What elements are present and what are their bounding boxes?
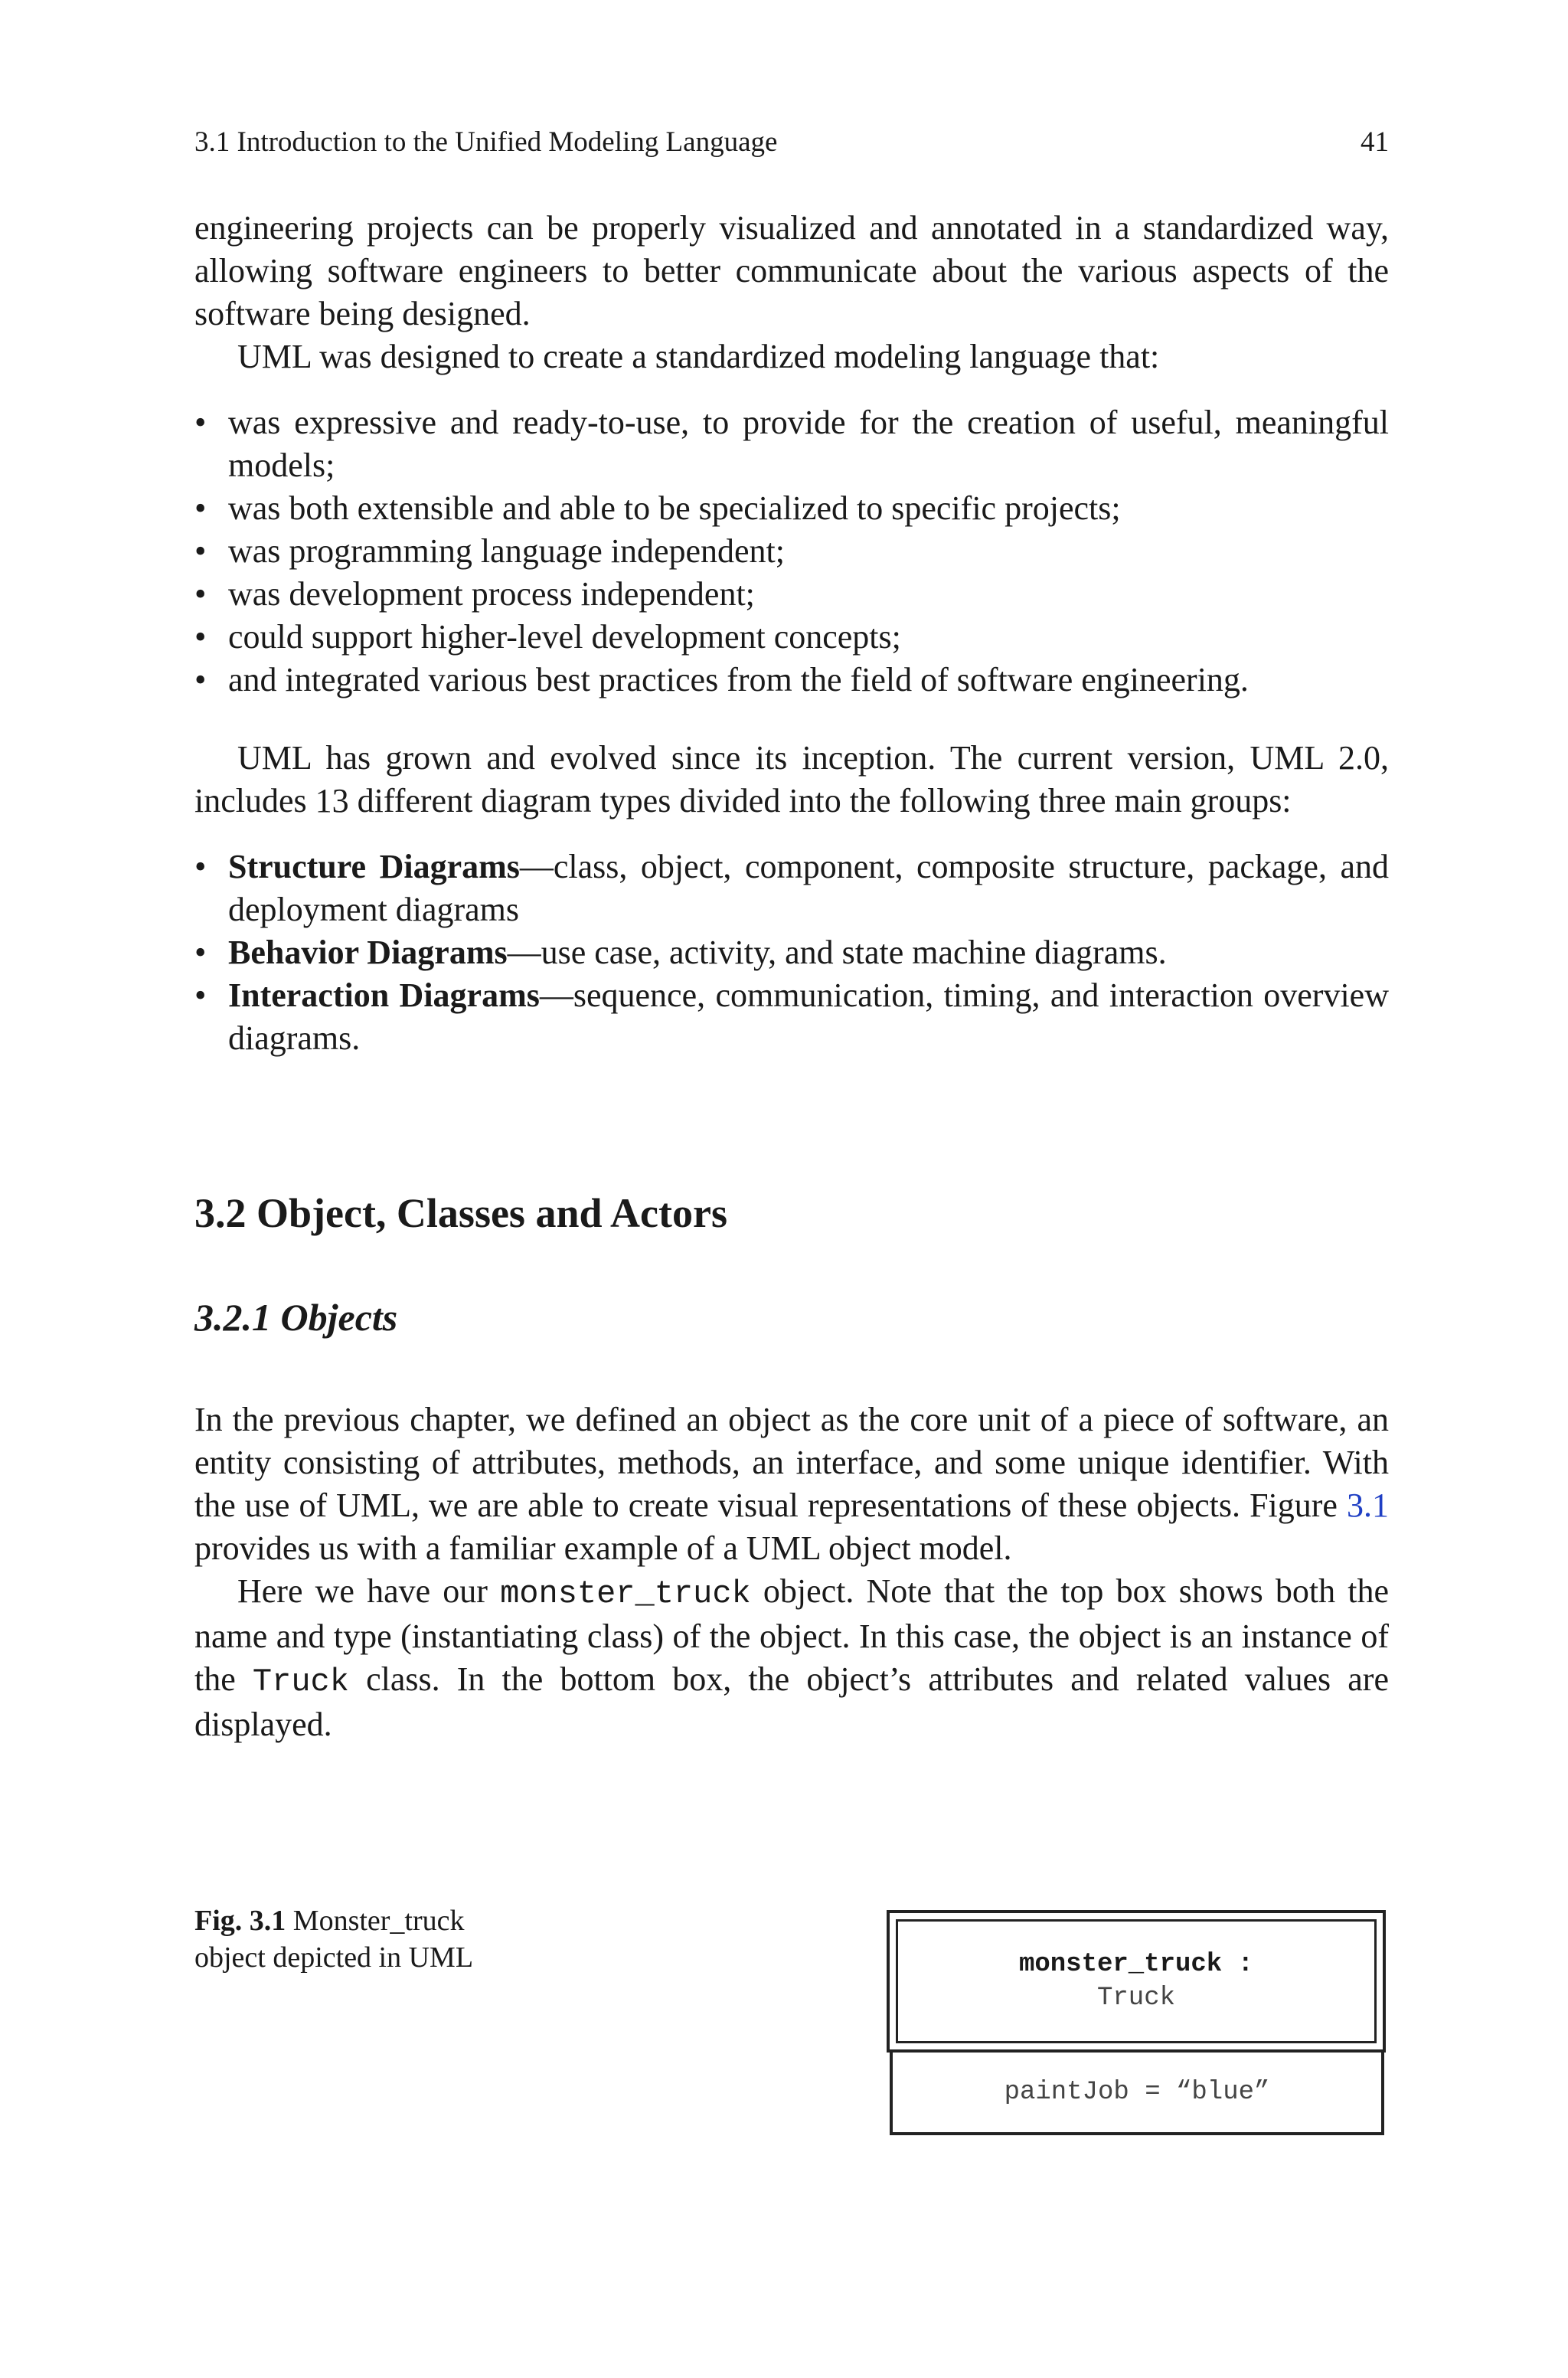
list-item [194, 974, 1389, 1060]
section-heading: 3.2 Object, Classes and Actors [194, 1190, 727, 1236]
objects-paragraph-2: Here we have our monster_truck object. Note that the top box shows both the name and type (instantiating class) of the object. In this case, the object is an instance of the Truck class. In the bottom box, the object’s attributes and related values are displayed. [194, 1572, 1389, 1743]
uml-object-header-box [887, 1910, 1386, 2053]
group-name: Behavior Diagrams [228, 934, 508, 971]
bullet-icon: • [194, 976, 207, 1014]
bullet-icon: • [194, 848, 207, 885]
subsection-heading: 3.2.1 Objects [194, 1296, 398, 1339]
diagram-groups-list [194, 846, 1389, 1060]
group-name: Structure Diagrams [228, 848, 520, 885]
intro-paragraph-1: engineering projects can be properly visualized and annotated in a standardized way, allowing software engineers to better communicate about the various aspects of the software being designed. [194, 209, 1389, 332]
bullet-icon: • [194, 661, 207, 698]
uml-attribute: paintJob = “blue” [1004, 2078, 1270, 2107]
code-monster-truck: monster_truck [500, 1575, 751, 1612]
bullet-icon: • [194, 532, 207, 570]
group-desc: —sequence, communication, timing, and interaction overview diagrams. [228, 976, 1389, 1057]
bullet-icon: • [194, 489, 207, 527]
list-item: • was expressive and ready-to-use, to provide for the creation of useful, meaningful models; [194, 401, 1389, 487]
code-truck: Truck [252, 1663, 349, 1700]
uml-object-name: monster_truck : [1018, 1950, 1254, 1979]
intro-paragraph-2: UML was designed to create a standardized modeling language that: [237, 338, 1160, 375]
list-item: • and integrated various best practices from the field of software engineering. [194, 659, 1389, 702]
list-item [194, 846, 1389, 931]
objects-paragraph-1: In the previous chapter, we defined an object as the core unit of a piece of software, an entity consisting of attributes, methods, an interface, and some unique identifier. With the use of UML, we are able to create visual representations of these objects. Figure 3.1 provides us with a familiar example of a UML object model. [194, 1401, 1389, 1567]
design-goals-list [194, 401, 1389, 702]
list-item: • was programming language independent; [194, 530, 1389, 573]
group-desc: —class, object, component, composite structure, package, and deployment diagrams [228, 848, 1390, 928]
bullet-icon: • [194, 618, 207, 656]
growth-paragraph: UML has grown and evolved since its inception. The current version, UML 2.0, includes 13 different diagram types divided into the following three main groups: [194, 739, 1389, 819]
running-head-title: 3.1 Introduction to the Unified Modeling Language [194, 126, 778, 158]
list-item [194, 931, 1389, 974]
intro-block [194, 207, 1389, 378]
bullet-icon: • [194, 575, 207, 613]
list-item: • could support higher-level development concepts; [194, 616, 1389, 659]
group-name: Interaction Diagrams [228, 976, 540, 1014]
bullet-icon: • [194, 404, 207, 441]
caption-line-1: Monster_truck [292, 1905, 465, 1937]
uml-object-header-inner [896, 1919, 1377, 2043]
list-item: • was both extensible and able to be specialized to specific projects; [194, 487, 1389, 530]
objects-text [194, 1398, 1389, 1746]
figure-caption [194, 1902, 562, 1976]
group-desc: —use case, activity, and state machine diagrams. [507, 934, 1167, 971]
caption-line-2: object depicted in UML [194, 1941, 474, 1974]
page-number: 41 [1361, 126, 1389, 158]
figure-label: Fig. 3.1 [194, 1905, 286, 1937]
list-item: • was development process independent; [194, 573, 1389, 616]
figure-link[interactable]: 3.1 [1347, 1487, 1389, 1524]
uml-attributes-box [890, 2053, 1384, 2135]
bullet-icon: • [194, 934, 207, 971]
uml-object-type: Truck [1096, 1984, 1176, 2013]
